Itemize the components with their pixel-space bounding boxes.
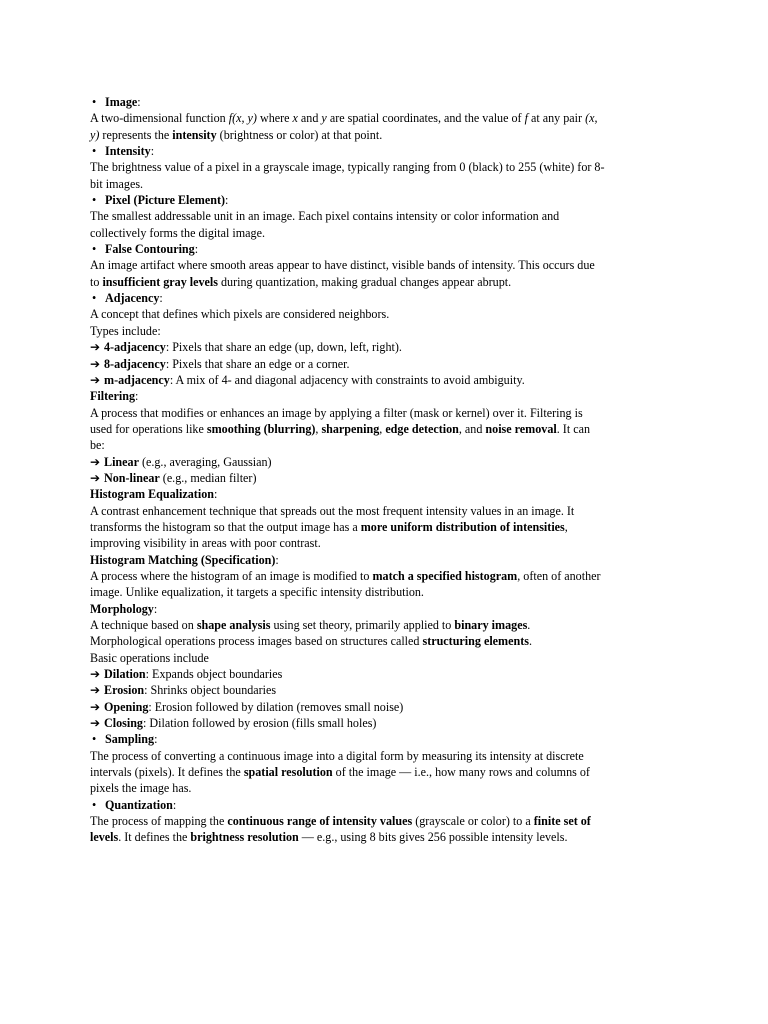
bullet-line	[90, 94, 682, 110]
arrow-list-item	[90, 339, 682, 355]
text-line	[90, 306, 682, 322]
text-run: used for operations like	[90, 421, 207, 436]
text-run: to	[90, 274, 103, 289]
bold-term: Sampling	[105, 732, 155, 747]
text-run: transforms the histogram so that the output image has a	[90, 519, 361, 534]
text-run: of the image — i.e., how many rows and columns of	[332, 765, 590, 780]
bold-term: match a specified histogram	[372, 568, 518, 583]
bold-term: Histogram Equalization	[90, 487, 214, 502]
bullet-line	[90, 290, 682, 306]
text-run: The smallest addressable unit in an image. Each pixel contains intensity or color information and	[90, 209, 560, 224]
bold-term: 8-adjacency	[104, 356, 166, 371]
text-line	[90, 568, 682, 584]
text-run: and	[297, 111, 322, 126]
bold-term: noise removal	[485, 421, 557, 436]
bullet-icon: •	[92, 144, 97, 159]
text-line	[90, 535, 682, 551]
bold-term: Intensity	[105, 144, 151, 159]
text-line	[90, 552, 682, 568]
bullet-line	[90, 731, 682, 747]
bullet-icon: •	[92, 193, 97, 208]
text-run: ,	[564, 519, 568, 534]
text-line	[90, 503, 682, 519]
bold-term: edge detection	[385, 421, 459, 436]
bullet-line	[90, 143, 682, 159]
text-run: . It defines the	[118, 830, 191, 845]
arrow-list-item	[90, 682, 682, 698]
bullet-icon: •	[92, 291, 97, 306]
text-run: :	[225, 193, 229, 208]
text-run: (grayscale or color) to a	[412, 814, 534, 829]
arrow-right-icon: ➔	[90, 454, 101, 469]
text-run: : A mix of 4- and diagonal adjacency with constraints to avoid ambiguity.	[169, 372, 525, 387]
bold-term: Opening	[104, 699, 149, 714]
text-line	[90, 257, 682, 273]
text-run: (brightness or color) at that point.	[216, 127, 383, 142]
text-line	[90, 225, 682, 241]
text-line	[90, 584, 682, 600]
text-line	[90, 780, 682, 796]
text-run: Types include:	[90, 323, 161, 338]
bold-term: Closing	[104, 716, 143, 731]
text-line	[90, 748, 682, 764]
bullet-line	[90, 192, 682, 208]
arrow-list-item	[90, 454, 682, 470]
arrow-list-item	[90, 666, 682, 682]
text-run: improving visibility in areas with poor contrast.	[90, 536, 321, 551]
bold-term: shape analysis	[196, 618, 271, 632]
text-line	[90, 405, 682, 421]
text-run: bit images.	[90, 176, 144, 191]
text-run: : Shrinks object boundaries	[144, 683, 277, 698]
text-run: (e.g., averaging, Gaussian)	[138, 454, 272, 469]
arrow-right-icon: ➔	[90, 699, 101, 714]
arrow-list-item	[90, 699, 682, 715]
arrow-right-icon: ➔	[90, 372, 101, 387]
text-run: A concept that defines which pixels are considered neighbors.	[90, 307, 390, 322]
bold-term: more uniform distribution of intensities	[360, 519, 565, 534]
text-run: A two-dimensional function	[90, 111, 229, 126]
text-run: :	[172, 797, 177, 812]
italic-text: (x,	[585, 111, 598, 126]
italic-text: f(x, y)	[228, 111, 257, 126]
text-run: A process where the histogram of an image is modified to	[90, 568, 373, 583]
text-run: ,	[379, 421, 386, 436]
text-run: .	[528, 634, 532, 649]
text-run: , and	[458, 421, 486, 436]
bold-term: Histogram Matching (Specification)	[90, 552, 276, 567]
bullet-icon: •	[92, 242, 97, 257]
arrow-right-icon: ➔	[90, 340, 101, 355]
text-run: where	[256, 111, 293, 126]
arrow-right-icon: ➔	[90, 356, 101, 371]
arrow-list-item	[90, 356, 682, 372]
bullet-line	[90, 241, 682, 257]
bold-term: Linear	[104, 454, 139, 469]
text-run: : Erosion followed by dilation (removes small noise)	[148, 699, 404, 714]
text-run: . It can	[556, 421, 590, 436]
arrow-list-item	[90, 372, 682, 388]
text-run: image. Unlike equalization, it targets a specific intensity distribution.	[90, 585, 424, 600]
bold-term: Dilation	[104, 667, 146, 682]
bold-term: False Contouring	[105, 242, 195, 257]
bold-term: sharpening	[321, 421, 380, 436]
text-run: are spatial coordinates, and the value of	[326, 111, 525, 126]
text-line	[90, 274, 682, 290]
text-line	[90, 813, 682, 829]
bold-term: brightness resolution	[190, 830, 299, 845]
text-line	[90, 208, 682, 224]
bold-term: m-adjacency	[104, 372, 170, 387]
bold-term: Image	[105, 95, 138, 109]
text-run: :	[153, 601, 158, 616]
bullet-icon: •	[92, 797, 97, 812]
text-run: :	[135, 389, 139, 404]
text-line	[90, 388, 682, 404]
text-run: pixels the image has.	[90, 781, 192, 796]
text-line	[90, 486, 682, 502]
bullet-line	[90, 797, 682, 813]
text-run: Basic operations include	[90, 650, 209, 665]
text-line	[90, 127, 682, 143]
text-run: :	[150, 144, 155, 159]
text-run: :	[213, 487, 218, 502]
bold-term: binary images	[454, 618, 528, 632]
text-line	[90, 519, 682, 535]
text-run: : Dilation followed by erosion (fills small holes)	[142, 716, 377, 731]
text-run: at any pair	[527, 111, 586, 126]
text-line	[90, 601, 682, 617]
bold-term: finite set of	[533, 814, 591, 829]
text-run: , often of another	[517, 568, 601, 583]
text-run: Morphological operations process images based on structures called	[90, 634, 423, 649]
text-line	[90, 176, 682, 192]
text-line	[90, 421, 682, 437]
bold-term: levels	[90, 830, 119, 845]
arrow-right-icon: ➔	[90, 667, 101, 682]
text-run: An image artifact where smooth areas appear to have distinct, visible bands of intensity. This occurs due	[90, 258, 595, 273]
text-run: :	[194, 242, 199, 257]
bullet-icon: •	[92, 732, 97, 747]
text-run: represents the	[99, 127, 173, 142]
text-line	[90, 633, 682, 649]
italic-text: y)	[90, 127, 100, 142]
bold-term: Non-linear	[104, 470, 160, 485]
bold-term: continuous range of intensity values	[227, 814, 413, 829]
text-run: : Pixels that share an edge (up, down, left, right).	[165, 340, 402, 355]
text-run: A technique based on	[90, 618, 197, 632]
bold-term: Adjacency	[105, 291, 160, 306]
text-run: :	[137, 95, 141, 109]
arrow-right-icon: ➔	[90, 716, 101, 731]
text-run: ,	[315, 421, 322, 436]
bold-term: intensity	[172, 127, 217, 142]
text-run: — e.g., using 8 bits gives 256 possible intensity levels.	[298, 830, 568, 845]
text-run: be:	[90, 438, 105, 453]
text-run: A process that modifies or enhances an image by applying a filter (mask or kernel) over it. Filtering is	[90, 405, 583, 420]
arrow-list-item	[90, 470, 682, 486]
bold-term: Erosion	[104, 683, 145, 698]
italic-text: f	[524, 111, 528, 126]
text-run: The process of mapping the	[90, 814, 228, 829]
text-run: (e.g., median filter)	[159, 470, 257, 485]
bold-term: spatial resolution	[243, 765, 333, 780]
text-line	[90, 437, 682, 453]
text-run: intervals (pixels). It defines the	[90, 765, 244, 780]
text-line	[90, 159, 682, 175]
bold-term: Filtering	[90, 389, 136, 404]
text-line	[90, 829, 682, 845]
text-run: :	[159, 291, 163, 306]
arrow-right-icon: ➔	[90, 470, 101, 485]
text-line	[90, 323, 682, 339]
bold-term: Quantization	[105, 797, 173, 812]
italic-text: y	[321, 111, 327, 126]
text-line	[90, 650, 682, 666]
text-run: .	[527, 618, 531, 632]
bold-term: Morphology	[90, 601, 154, 616]
bullet-icon: •	[92, 95, 97, 109]
italic-text: x	[292, 111, 298, 126]
bold-term: Pixel (Picture Element)	[105, 193, 225, 208]
text-run: during quantization, making gradual changes appear abrupt.	[217, 274, 512, 289]
bold-term: smoothing (blurring)	[206, 421, 316, 436]
document-body	[90, 94, 682, 846]
text-run: The process of converting a continuous image into a digital form by measuring its intensity at discrete	[90, 748, 584, 763]
text-run: :	[275, 552, 279, 567]
text-line	[90, 764, 682, 780]
text-run: using set theory, primarily applied to	[270, 618, 455, 632]
bold-term: insufficient gray levels	[102, 274, 218, 289]
text-run: A contrast enhancement technique that spreads out the most frequent intensity values in an image. It	[90, 503, 575, 518]
bold-term: 4-adjacency	[104, 340, 166, 355]
text-run: : Pixels that share an edge or a corner.	[165, 356, 350, 371]
text-run: collectively forms the digital image.	[90, 225, 265, 240]
arrow-right-icon: ➔	[90, 683, 101, 698]
text-line	[90, 110, 682, 126]
text-run: : Expands object boundaries	[145, 667, 283, 682]
text-run: :	[154, 732, 158, 747]
arrow-list-item	[90, 715, 682, 731]
bold-term: structuring elements	[422, 634, 529, 649]
text-line	[90, 617, 682, 633]
text-run: The brightness value of a pixel in a grayscale image, typically ranging from 0 (black) to 255 (white) for 8-	[90, 160, 605, 175]
